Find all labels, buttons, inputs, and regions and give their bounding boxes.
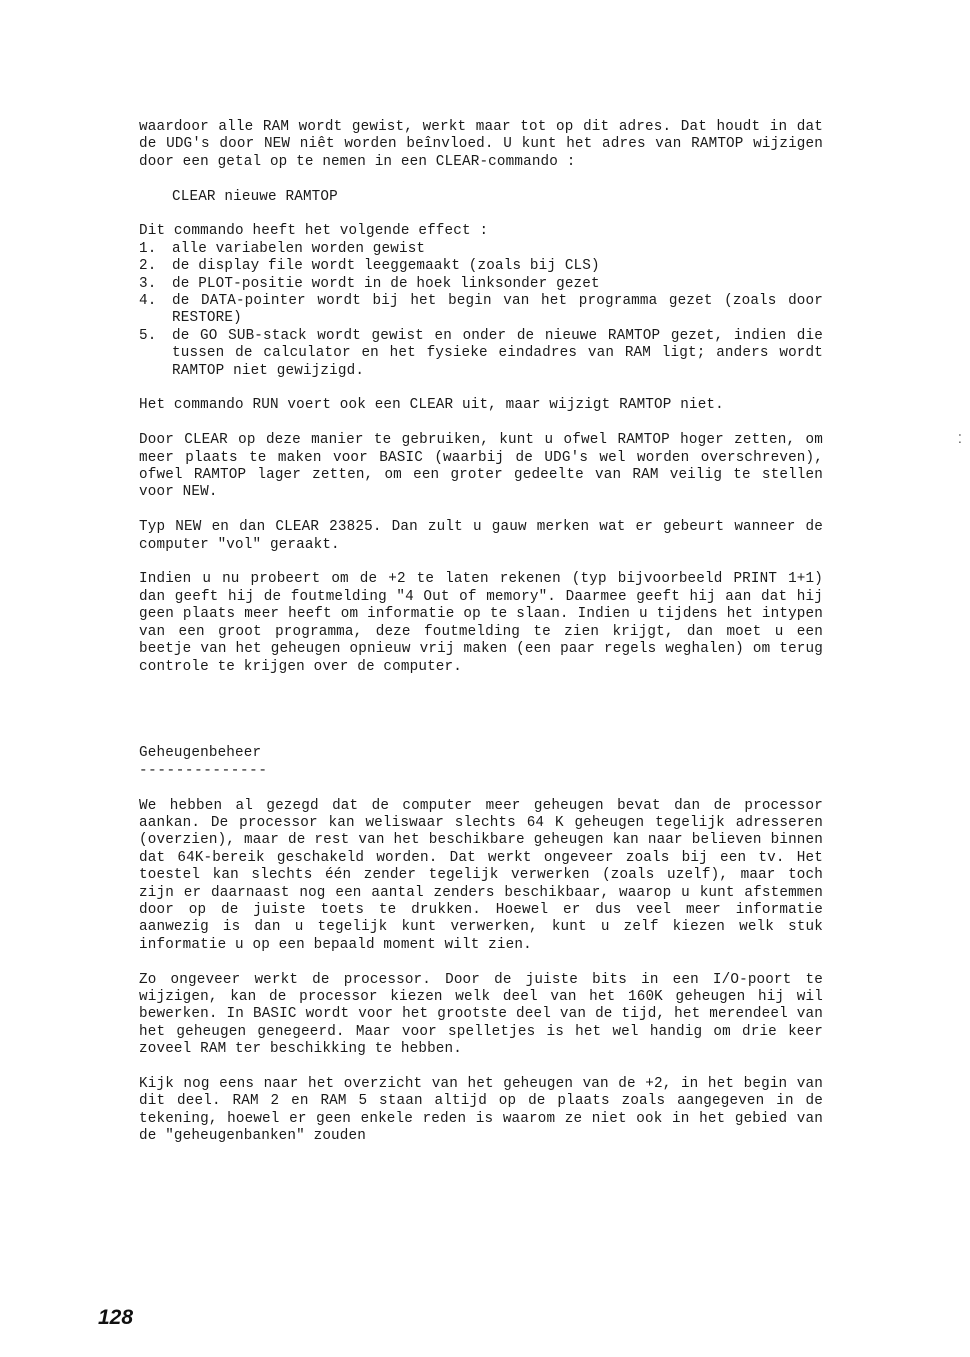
paragraph-clear-usage: Door CLEAR op deze manier te gebruiken, kunt u ofwel RAMTOP hoger zetten, om meer plaats te maken voor BASIC (waarbij de UDG's wel worden overschreven), ofwel RAMTOP lager zetten, om een groter gedeelte van RAM veilig te stellen voor NEW. bbox=[139, 432, 823, 501]
list-item bbox=[139, 258, 823, 275]
paragraph-memory-banking: We hebben al gezegd dat de computer meer geheugen bevat dan de processor aankan. De processor kan weliswaar slechts 64 K geheugen tegelijk adresseren (overzien), maar de rest van het beschikbare geheugen kan naar believen binnen dat 64K-bereik geschakeld worden. Dat werkt ongeveer zoals bij een tv. Het toestel kan slechts één zender tegelijk verwerken (zoals uzelf), maar toch zijn er daarnaast nog een aantal zenders beschikbaar, waarop u kunt afstemmen door op de juiste toets te drukken. Hoewel er dus veel meer informatie aanwezig is dan u tegelijk kunt verwerken, kunt u zelf kiezen welk stuk informatie u op een bepaald moment wilt zien. bbox=[139, 797, 823, 953]
paragraph-processor: Zo ongeveer werkt de processor. Door de juiste bits in een I/O-poort te wijzigen, kan de processor kiezen welk deel van het 160K geheugen hij wil bewerken. In BASIC wordt voor het grootste deel van de tijd, het merendeel van het geheugen genegeerd. Maar voor spelletjes is het wel handig om drie keer zoveel RAM ter beschikking te hebben. bbox=[139, 971, 823, 1058]
margin-mark: ⁚ bbox=[958, 433, 962, 447]
paragraph-overview: Kijk nog eens naar het overzicht van het geheugen van de +2, in het begin van dit deel. RAM 2 en RAM 5 staan altijd op de plaats zoals aangegeven in de tekening, hoewel er geen enkele reden is waarom ze niet ook in het gebied van de "geheugenbanken" zouden bbox=[139, 1075, 823, 1145]
list-item-text: de DATA-pointer wordt bij het begin van het programma gezet (zoals door RESTORE) bbox=[172, 293, 823, 327]
command-example: CLEAR nieuwe RAMTOP bbox=[172, 188, 338, 205]
paragraph-typ-new: Typ NEW en dan CLEAR 23825. Dan zult u gauw merken wat er gebeurt wanneer de computer "vol" geraakt. bbox=[139, 519, 823, 553]
list-item-text: alle variabelen worden gewist bbox=[172, 240, 426, 257]
section-heading-underline: -------------- bbox=[139, 762, 268, 779]
list-item-number: 3. bbox=[139, 275, 157, 292]
effect-intro: Dit commando heeft het volgende effect : bbox=[139, 223, 489, 240]
list-item bbox=[139, 328, 823, 380]
effects-list bbox=[139, 241, 823, 380]
list-item-text: de GO SUB-stack wordt gewist en onder de nieuwe RAMTOP gezet, indien die tussen de calculator en het fysieke eindadres van RAM ligt; anders wordt RAMTOP niet gewijzigd. bbox=[172, 327, 823, 379]
list-item-text: de PLOT-positie wordt in de hoek linksonder gezet bbox=[172, 275, 600, 292]
list-item-number: 2. bbox=[139, 258, 157, 275]
list-item bbox=[139, 276, 823, 293]
list-item-number: 4. bbox=[139, 293, 157, 310]
list-item bbox=[139, 241, 823, 258]
list-item bbox=[139, 293, 823, 328]
page-number: 128 bbox=[98, 1306, 134, 1329]
paragraph-run: Het commando RUN voert ook een CLEAR uit, maar wijzigt RAMTOP niet. bbox=[139, 397, 724, 414]
list-item-number: 1. bbox=[139, 240, 157, 257]
section-heading: Geheugenbeheer bbox=[139, 745, 262, 762]
paragraph-ramtop-intro: waardoor alle RAM wordt gewist, werkt maar tot op dit adres. Dat houdt in dat de UDG's door NEW niêt worden beînvloed. U kunt het adres van RAMTOP wijzigen door een getal op te nemen in een CLEAR-commando : bbox=[139, 119, 823, 170]
list-item-text: de display file wordt leeggemaakt (zoals bij CLS) bbox=[172, 258, 600, 275]
paragraph-out-of-memory: Indien u nu probeert om de +2 te laten rekenen (typ bijvoorbeeld PRINT 1+1) dan geeft hij de foutmelding "4 Out of memory". Daarmee geeft hij aan dat hij geen plaats meer heeft om informatie op te slaan. Indien u tijdens het intypen van een groot programma, deze foutmelding te zien krijgt, dan moet u een beetje van het geheugen opnieuw vrij maken (een paar regels weghalen) om terug controle te krijgen over de computer. bbox=[139, 571, 823, 675]
page-body bbox=[139, 119, 823, 1163]
list-item-number: 5. bbox=[139, 327, 157, 344]
section-spacer bbox=[139, 693, 823, 745]
